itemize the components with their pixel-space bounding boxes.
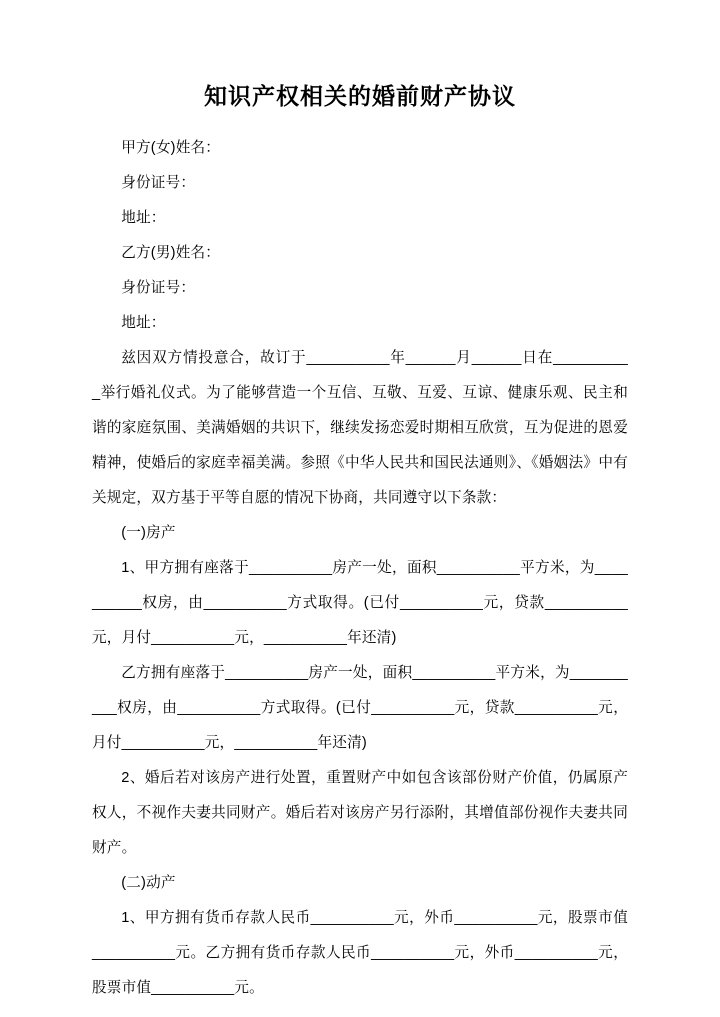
party-line-jiafang-name: 甲方(女)姓名： xyxy=(121,140,221,156)
preamble-paragraph: 兹因双方情投意合，故订于__________年______月______日在_________ _举行婚礼仪式。为了能够营造一个互信、互敬、互爱、互谅、健康乐观、民主和谐的家庭氛围、美满婚姻的共识下，继续发扬恋爱时期相互欣赏，互为促进的恩爱精神，使婚后的家庭幸福美满。参照《中华人民共和国民法通则》、《婚姻法》中有关规定，双方基于平等自愿的情况下协商，共同遵守以下条款： xyxy=(92,350,633,506)
document-body xyxy=(92,131,633,1006)
section-movables-item-1: 1、甲方拥有货币存款人民币__________元，外币__________元，股票市值__________元。乙方拥有货币存款人民币__________元，外币__________元，股票市值__________元。 xyxy=(92,910,628,996)
section-property-item-2: 2、婚后若对该房产进行处置，重置财产中如包含该部份财产价值，仍属原产权人，不视作夫妻共同财产。婚后若对该房产另行添附，其增值部份视作夫妻共同财产。 xyxy=(92,770,628,856)
section-heading-property: (一)房产 xyxy=(121,525,176,541)
party-line-yifang-name: 乙方(男)姓名： xyxy=(121,245,221,261)
section-heading-movables: (二)动产 xyxy=(121,875,176,891)
section-property-item-1b: 乙方拥有座落于__________房产一处，面积__________平方米，为__________权房，由__________方式取得。(已付__________元，贷款__________元，月付__________元，__________年还清) xyxy=(92,665,628,751)
section-property-item-1: 1、甲方拥有座落于__________房产一处，面积__________平方米，为__________权房，由__________方式取得。(已付__________元，贷款__________元，月付__________元，__________年还清) xyxy=(92,560,628,646)
party-line-jiafang-id: 身份证号： xyxy=(121,175,196,191)
party-line-yifang-address: 地址： xyxy=(121,315,166,331)
party-line-yifang-id: 身份证号： xyxy=(121,280,196,296)
page-title: 知识产权相关的婚前财产协议 xyxy=(204,83,516,109)
party-line-jiafang-address: 地址： xyxy=(121,210,166,226)
